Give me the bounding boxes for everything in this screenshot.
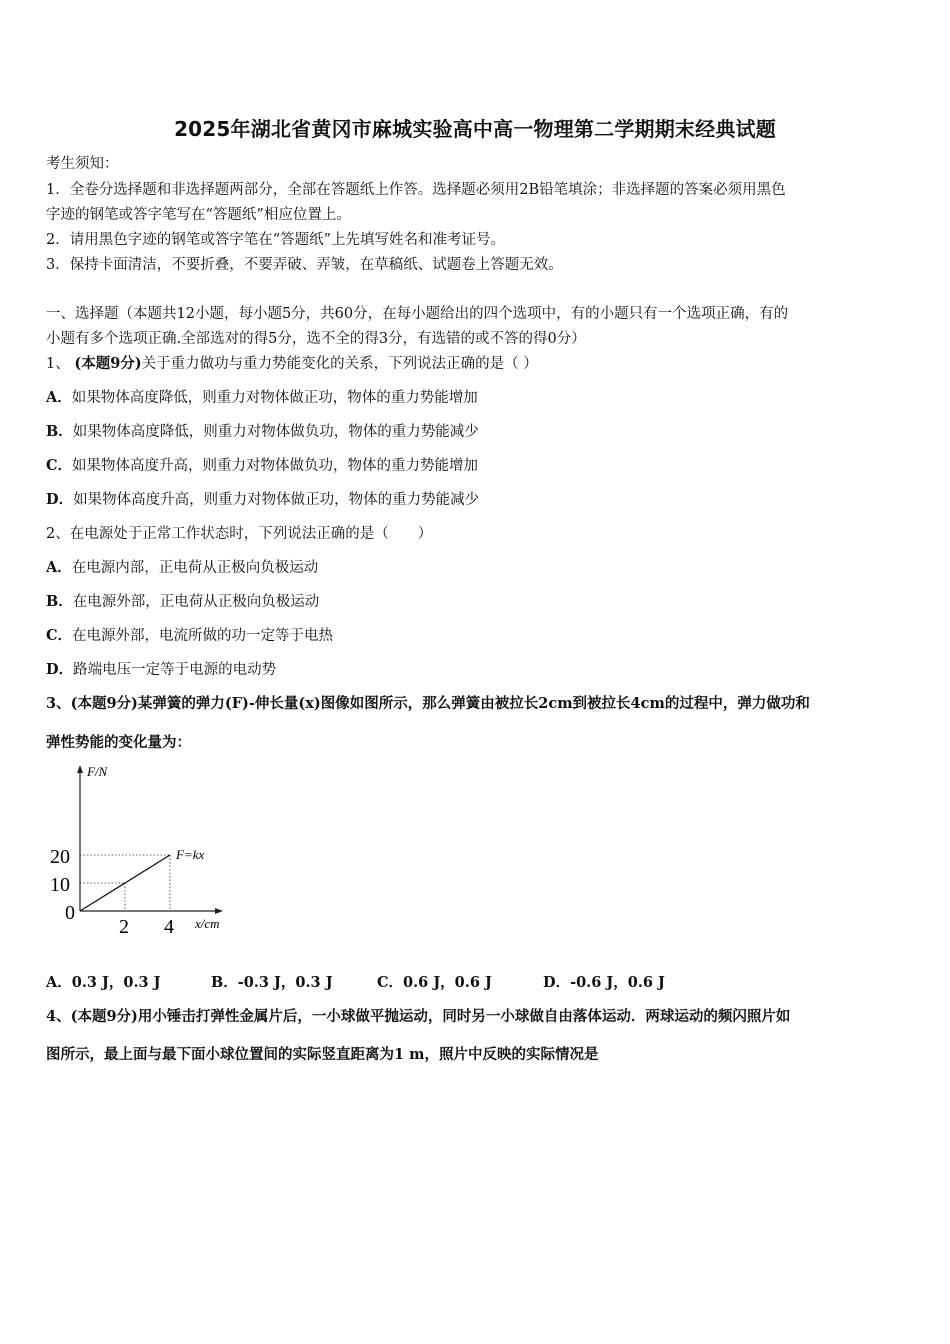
- option-c[interactable]: [46, 624, 333, 645]
- y-tick-label: 20: [50, 846, 70, 868]
- option-d[interactable]: [543, 971, 665, 992]
- option-d[interactable]: [46, 658, 276, 679]
- origin-label: 0: [65, 902, 75, 924]
- option-text: 在电源内部，正电荷从正极向负极运动: [71, 560, 319, 576]
- option-c[interactable]: [377, 971, 543, 992]
- x-tick-label: 4: [164, 916, 174, 938]
- notice-item: 3．保持卡面清洁，不要折叠，不要弄破、弄皱，在草稿纸、试题卷上答题无效。: [46, 257, 563, 273]
- option-text: 0.3 J，0.3 J: [71, 974, 161, 991]
- option-text: 如果物体高度升高，则重力对物体做正功，物体的重力势能减少: [73, 492, 480, 508]
- x-axis-arrow: [215, 908, 223, 914]
- option-b[interactable]: [211, 971, 377, 992]
- notice-item: 1．全卷分选择题和非选择题两部分，全部在答题纸上作答。选择题必须用2B铅笔填涂；非选择题的答案必须用黑色: [46, 182, 786, 198]
- question-number: 1、: [46, 356, 70, 372]
- x-tick-label: 2: [119, 916, 129, 938]
- y-tick-label: 10: [50, 874, 70, 896]
- y-axis-label: F/N: [87, 764, 108, 779]
- option-label: D．: [46, 661, 74, 678]
- option-text: 如果物体高度降低，则重力对物体做负功，物体的重力势能减少: [72, 424, 479, 440]
- option-text: 在电源外部，正电荷从正极向负极运动: [72, 594, 320, 610]
- y-axis-arrow: [77, 765, 83, 773]
- spring-force-graph: [40, 758, 240, 943]
- question-text: 关于重力做功与重力势能变化的关系，下列说法正确的是（ ）: [141, 356, 538, 372]
- question-3-stem: 3、(本题9分)某弹簧的弹力(F)-伸长量(x)图像如图所示，那么弹簧由被拉长2cm到被拉长4cm的过程中，弹力做功和: [46, 695, 810, 712]
- option-label: A．: [46, 389, 72, 406]
- option-text: 0.6 J，0.6 J: [403, 974, 492, 991]
- option-label: C．: [377, 974, 404, 991]
- notice-item: 字迹的钢笔或答字笔写在“答题纸”相应位置上。: [46, 207, 351, 223]
- question-score: (本题9分): [74, 355, 142, 372]
- section-instructions: 一、选择题（本题共12小题，每小题5分，共60分，在每小题给出的四个选项中，有的小题只有一个选项正确，有的: [46, 306, 789, 322]
- option-label: C．: [46, 627, 73, 644]
- option-b[interactable]: [46, 590, 319, 611]
- option-label: B．: [46, 593, 73, 610]
- option-d[interactable]: [46, 488, 479, 509]
- question-3-stem-cont: 弹性势能的变化量为：: [46, 734, 191, 751]
- option-label: D．: [543, 974, 571, 991]
- option-text: 路端电压一定等于电源的电动势: [73, 662, 277, 678]
- x-axis-label: x/cm: [195, 916, 220, 931]
- option-label: A．: [46, 559, 72, 576]
- option-label: C．: [46, 457, 73, 474]
- option-b[interactable]: [46, 420, 479, 441]
- notice-item: 2．请用黑色字迹的钢笔或答字笔在“答题纸”上先填写姓名和准考证号。: [46, 232, 506, 248]
- option-a[interactable]: [46, 556, 318, 577]
- series-line: [80, 855, 170, 911]
- option-text: 在电源外部，电流所做的功一定等于电热: [72, 628, 334, 644]
- question-3-options: [46, 971, 906, 992]
- option-label: D．: [46, 491, 74, 508]
- section-instructions: 小题有多个选项正确.全部选对的得5分，选不全的得3分，有选错的或不答的得0分）: [46, 331, 586, 347]
- question-4-stem: 4、(本题9分)用小锤击打弹性金属片后，一小球做平抛运动，同时另一小球做自由落体运动．两球运动的频闪照片如: [46, 1008, 791, 1025]
- option-label: A．: [46, 974, 72, 991]
- option-text: 如果物体高度降低，则重力对物体做正功，物体的重力势能增加: [71, 390, 478, 406]
- option-label: B．: [211, 974, 238, 991]
- option-a[interactable]: [46, 386, 478, 407]
- question-2-stem: 2、在电源处于正常工作状态时，下列说法正确的是（ ）: [46, 526, 433, 542]
- option-text: -0.6 J，0.6 J: [570, 974, 665, 991]
- question-4-stem-cont: 图所示，最上面与最下面小球位置间的实际竖直距离为1 m，照片中反映的实际情况是: [46, 1046, 599, 1063]
- line-label: F=kx: [176, 847, 205, 862]
- option-c[interactable]: [46, 454, 478, 475]
- notice-heading: 考生须知：: [46, 156, 119, 172]
- option-text: 如果物体高度升高，则重力对物体做负功，物体的重力势能增加: [72, 458, 479, 474]
- option-text: -0.3 J，0.3 J: [237, 974, 333, 991]
- page-title: 2025年湖北省黄冈市麻城实验高中高一物理第二学期期末经典试题: [174, 117, 776, 141]
- option-label: B．: [46, 423, 73, 440]
- question-1-stem: [46, 352, 538, 373]
- option-a[interactable]: [46, 971, 211, 992]
